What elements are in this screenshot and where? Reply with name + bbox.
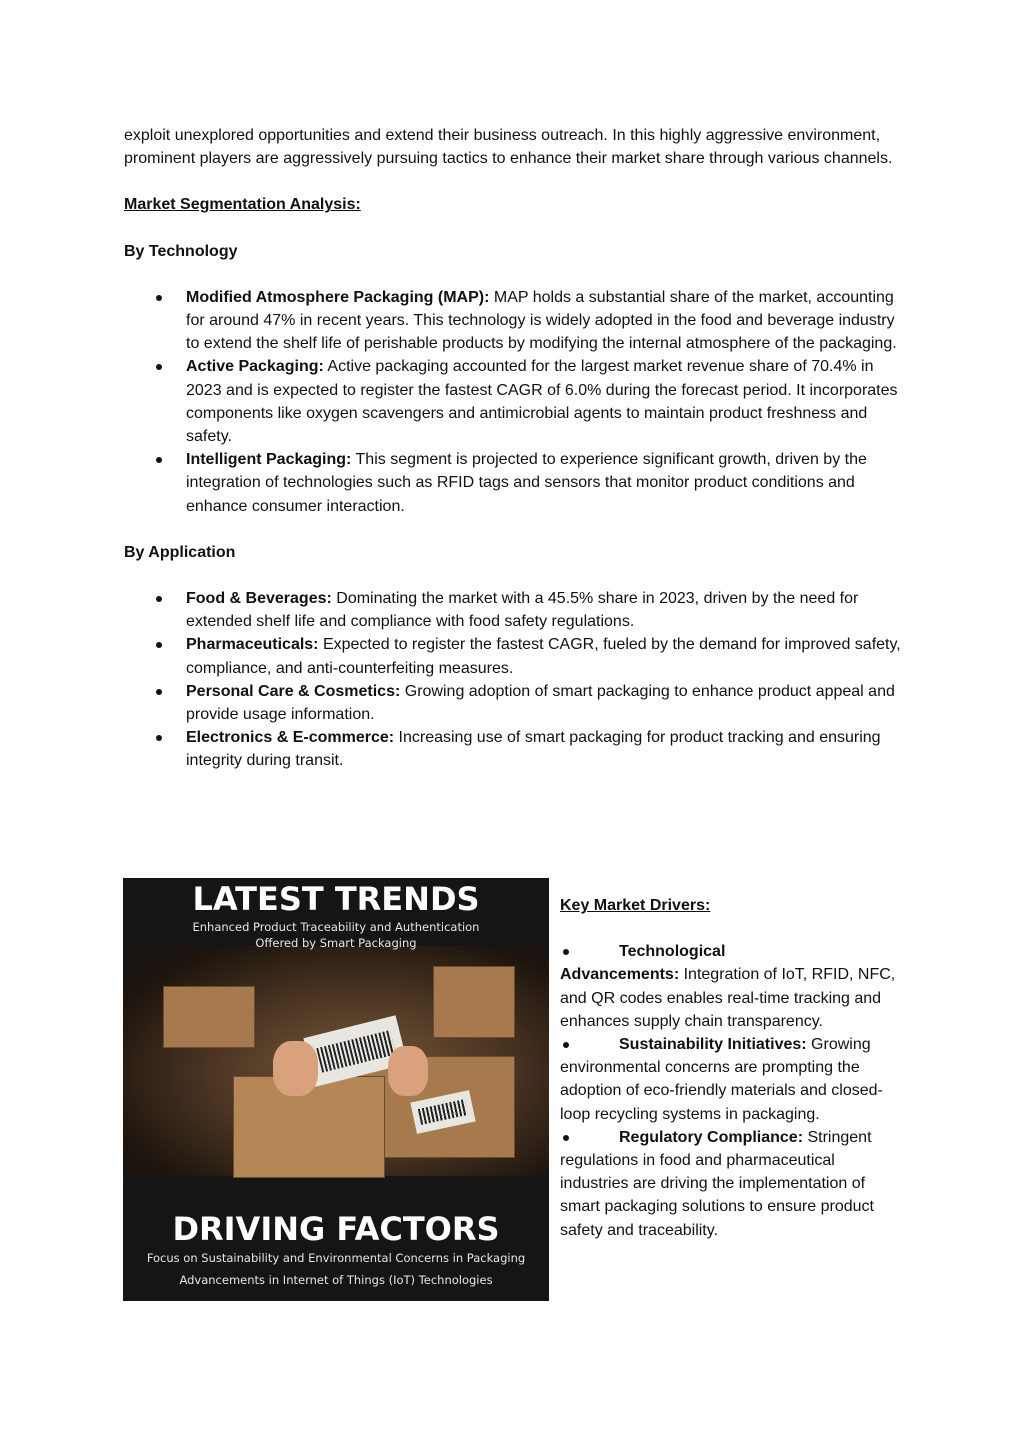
bullet-icon bbox=[563, 1042, 569, 1048]
trends-infographic bbox=[123, 878, 549, 1301]
driving-factors-line-2: Advancements in Internet of Things (IoT) Technologies bbox=[179, 1273, 493, 1287]
bullet-icon bbox=[156, 364, 162, 370]
item-text: Dominating the market with a 45.5% share in 2023, driven by the need for extended shelf life and compliance with food safety regulations. bbox=[186, 590, 859, 631]
list-item bbox=[124, 355, 904, 448]
bullet-icon bbox=[563, 1135, 569, 1141]
list-item bbox=[124, 286, 904, 356]
cardboard-box bbox=[163, 986, 255, 1048]
key-market-drivers bbox=[560, 894, 905, 1242]
item-text: Active packaging accounted for the largest market revenue share of 70.4% in 2023 and is expected to register the fastest CAGR of 6.0% during the forecast period. It incorporates components like oxygen scavengers and antimicrobial agents to maintain product freshness and safety. bbox=[186, 358, 898, 446]
item-text: Integration of IoT, RFID, NFC, and QR codes enables real-time tracking and enhances supply chain transparency. bbox=[560, 966, 896, 1030]
bullet-icon bbox=[156, 735, 162, 741]
list-item bbox=[124, 726, 904, 772]
item-term: Personal Care & Cosmetics: bbox=[186, 682, 401, 700]
bullet-icon bbox=[156, 457, 162, 463]
latest-trends-line-1: Enhanced Product Traceability and Authentication bbox=[192, 920, 480, 934]
item-term: Technological bbox=[619, 943, 726, 961]
item-term: Intelligent Packaging: bbox=[186, 451, 352, 469]
list-item bbox=[560, 940, 905, 1033]
item-text: Expected to register the fastest CAGR, fueled by the demand for improved safety, compliance, and anti-counterfeiting measures. bbox=[186, 636, 901, 677]
list-item bbox=[124, 587, 904, 633]
item-term: Regulatory Compliance: bbox=[619, 1128, 804, 1146]
item-term: Electronics & E-commerce: bbox=[186, 729, 395, 747]
application-list bbox=[124, 587, 904, 773]
item-term: Modified Atmosphere Packaging (MAP): bbox=[186, 288, 490, 306]
technology-list bbox=[124, 286, 904, 518]
item-text: Growing adoption of smart packaging to enhance product appeal and provide usage information. bbox=[186, 682, 895, 724]
item-text: This segment is projected to experience significant growth, driven by the integration of technologies such as RFID tags and sensors that monitor product conditions and enhance consumer interaction. bbox=[186, 451, 867, 515]
item-term: Sustainability Initiatives: bbox=[619, 1036, 807, 1054]
packaging-photo bbox=[123, 946, 549, 1176]
bullet-icon bbox=[156, 295, 162, 301]
item-term: Pharmaceuticals: bbox=[186, 636, 319, 654]
item-text: Growing environmental concerns are prompting the adoption of eco-friendly materials and closed-loop recycling systems in packaging. bbox=[560, 1036, 883, 1123]
segmentation-title: Market Segmentation Analysis: bbox=[124, 196, 361, 214]
list-item bbox=[124, 633, 904, 679]
list-item bbox=[124, 680, 904, 726]
by-technology-heading: By Technology bbox=[124, 242, 238, 260]
latest-trends-line-2: Offered by Smart Packaging bbox=[255, 936, 417, 950]
item-term: Food & Beverages: bbox=[186, 590, 332, 608]
intro-paragraph: exploit unexplored opportunities and extend their business outreach. In this highly aggressive environment, prominent players are aggressively pursuing tactics to enhance their market share through various channels. bbox=[124, 127, 893, 168]
item-term-rest: Advancements: bbox=[560, 966, 680, 984]
hand-icon bbox=[388, 1046, 428, 1096]
item-term: Active Packaging: bbox=[186, 358, 324, 376]
driving-factors-line-1: Focus on Sustainability and Environmental Concerns in Packaging bbox=[146, 1251, 526, 1265]
hand-icon bbox=[273, 1041, 318, 1096]
driving-factors-heading: DRIVING FACTORS bbox=[172, 1210, 500, 1248]
list-item bbox=[560, 1033, 905, 1126]
bullet-icon bbox=[156, 596, 162, 602]
bullet-icon bbox=[156, 689, 162, 695]
list-item bbox=[560, 1126, 905, 1242]
document-body bbox=[124, 124, 904, 773]
cardboard-box bbox=[433, 966, 515, 1038]
by-application-heading: By Application bbox=[124, 543, 236, 561]
list-item bbox=[124, 448, 904, 518]
item-text: MAP holds a substantial share of the market, accounting for around 47% in recent years. This technology is widely adopted in the food and beverage industry to extend the shelf life of perishable products by modifying the internal atmosphere of the packaging. bbox=[186, 288, 897, 353]
item-text: Increasing use of smart packaging for product tracking and ensuring integrity during transit. bbox=[186, 729, 881, 770]
bullet-icon bbox=[156, 642, 162, 648]
drivers-title: Key Market Drivers: bbox=[560, 897, 711, 914]
item-text: Stringent regulations in food and pharmaceutical industries are driving the implementation of smart packaging solutions to ensure product safety and traceability. bbox=[560, 1128, 874, 1239]
latest-trends-heading: LATEST TRENDS bbox=[192, 880, 480, 918]
